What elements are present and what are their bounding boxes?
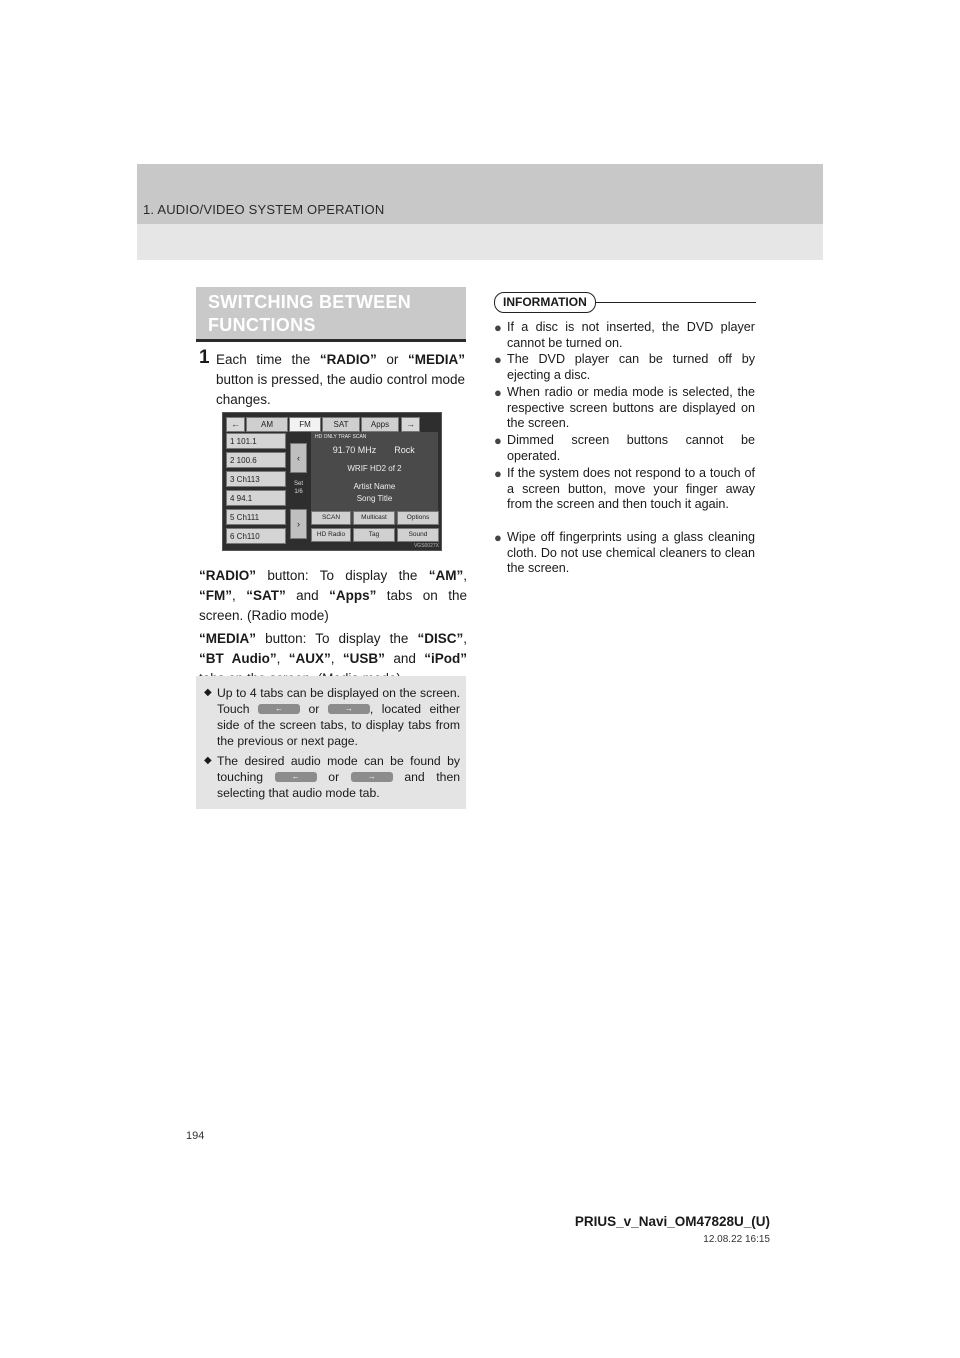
artist-name: Artist Name [353,482,396,491]
song-title: Song Title [356,494,393,503]
bullet-icon: ● [494,433,502,448]
tag-button: Tag [353,528,395,542]
multicast-button: Multicast [353,511,395,525]
preset-3: 3 Ch113 [226,471,286,487]
right-arrow-button-icon: → [328,704,370,714]
print-date: 12.08.22 16:15 [703,1234,770,1245]
section-title: SWITCHING BETWEEN FUNCTIONS [208,292,412,335]
page-header [137,164,823,260]
preset-set-label: Set 1/6 [293,481,303,495]
page-down-icon: › [290,509,307,539]
preset-4: 4 94.1 [226,490,286,506]
left-arrow-button-icon: ← [258,704,300,714]
preset-5: 5 Ch111 [226,509,286,525]
document-code: PRIUS_v_Navi_OM47828U_(U) [574,1214,770,1229]
sound-button: Sound [397,528,439,542]
step-text: Each time the “RADIO” or “MEDIA” button is pressed, the audio control mode changes. [216,352,465,407]
page-up-icon: ‹ [290,443,307,473]
right-arrow-button-icon: → [351,772,393,782]
information-badge: INFORMATION [494,292,596,313]
preset-2: 2 100.6 [226,452,286,468]
scan-button: SCAN [311,511,351,525]
left-arrow-button-icon: ← [275,772,317,782]
prev-tab-arrow-icon: ← [226,417,245,432]
next-tab-arrow-icon: → [401,417,420,432]
diamond-bullet-icon: ◆ [204,687,212,698]
hd-radio-button: HD Radio [311,528,351,542]
note-box: ◆ Up to 4 tabs can be displayed on the screen. Touch ← or → , located either side of the screen tabs, to display tabs from the previous or next page. ◆ The desired audio mode can be found by touching ← or → and then selecting that audio mode tab. [196,676,466,809]
preset-1: 1 101.1 [226,433,286,449]
page-number: 194 [186,1130,205,1142]
hd-status: HD ONLY TRAF SCAN [315,434,367,440]
options-button: Options [397,511,439,525]
bullet-icon: ● [494,385,502,400]
section-heading [196,287,466,342]
bullet-icon: ● [494,352,502,367]
bullet-icon: ● [494,530,502,545]
illustration-code: VGS0027X [413,543,439,549]
information-rule [596,302,756,303]
bullet-icon: ● [494,320,502,335]
frequency: 91.70 MHz [332,445,377,455]
diamond-bullet-icon: ◆ [204,755,212,766]
preset-6: 6 Ch110 [226,528,286,544]
radio-screen-illustration [222,412,442,551]
bullet-icon: ● [494,466,502,481]
tab-apps: Apps [361,417,399,432]
tab-fm: FM [289,417,321,432]
tab-am: AM [246,417,288,432]
genre: Rock [394,445,415,455]
radio-description: “RADIO” button: To display the “AM”, “FM”, “SAT” and “Apps” tabs on the screen. (Radio mode) [199,568,467,623]
tab-sat: SAT [322,417,360,432]
step-number: 1 [199,347,210,368]
chapter-title: 1. AUDIO/VIDEO SYSTEM OPERATION [143,202,385,217]
media-description: “MEDIA” button: To display the “DISC”, “BT Audio”, “AUX”, “USB” and “iPod” [199,631,467,666]
station-name: WRIF HD2 of 2 [347,464,402,473]
